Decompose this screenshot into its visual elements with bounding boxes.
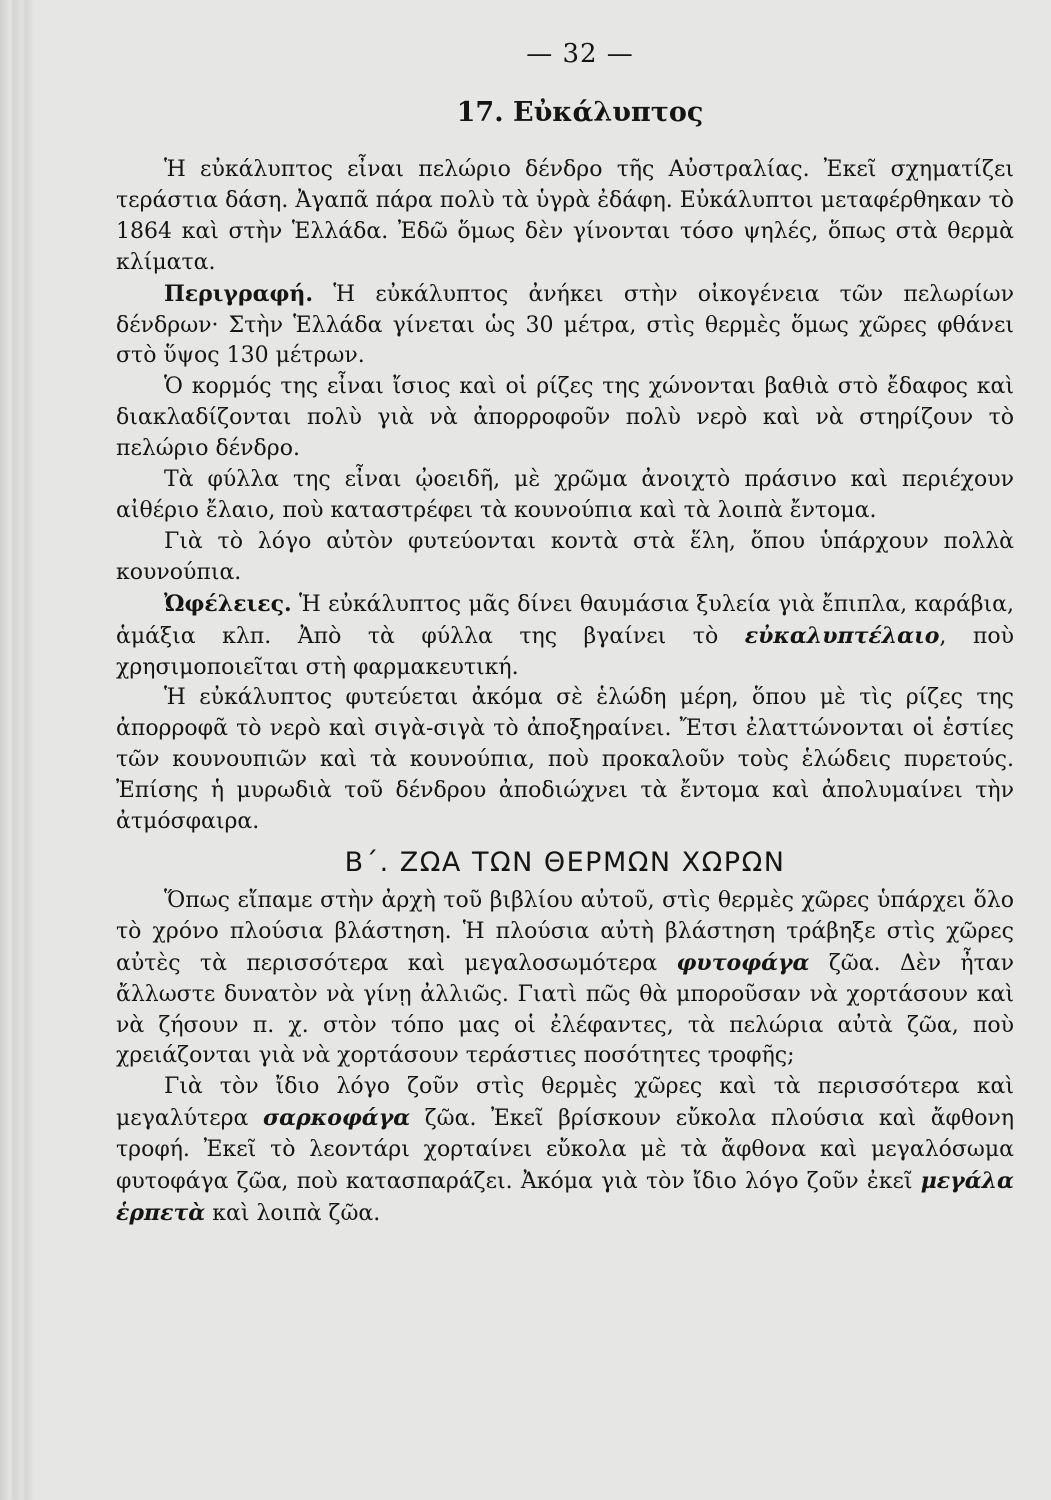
paragraph-herbivores xyxy=(116,886,1014,1072)
paragraph-planting xyxy=(116,527,1014,589)
paragraph-text: ζῶα. Ἐκεῖ βρίσκουν εὔκολα πλούσια καὶ ἄφθονη τροφή. Ἐκεῖ τὸ λεοντάρι χορταίνει εὔκολα μὲ τὰ ἄφθονα καὶ μεγαλόσωμα φυτοφάγα ζῶα, ποὺ κατασπαράζει. Ἀκόμα γιὰ τὸν ἴδιο λόγο ζοῦν ἐκεῖ xyxy=(116,1106,1014,1195)
page-content xyxy=(116,34,1014,1230)
section-heading: Β΄. ΖΩΑ ΤΩΝ ΘΕΡΜΩΝ ΧΩΡΩΝ xyxy=(344,846,786,878)
paragraph-carnivores xyxy=(116,1072,1014,1230)
paragraph-term: εὐκαλυπτέλαιο xyxy=(744,622,940,649)
paragraph-text: Ἡ εὐκάλυπτος ἀνήκει στὴν οἰκογένεια τῶν πελωρίων δένδρων· Στὴν Ἑλλάδα γίνεται ὡς 30 μέτρα, στὶς θερμὲς ὅμως χῶρες φθάνει στὸ ὕψος 130 μέτρων. xyxy=(116,281,1014,369)
paragraph-text: Γιὰ τὸ λόγο αὐτὸν φυτεύονται κοντὰ στὰ ἕλη, ὅπου ὑπάρχουν πολλὰ κουνούπια. xyxy=(116,528,1014,585)
paragraph-text: Γιὰ τὸν ἴδιο λόγο ζοῦν στὶς θερμὲς χῶρες καὶ τὰ περισσότερα καὶ μεγαλύτερα xyxy=(116,1074,1014,1132)
paragraph-text: Ὁ κορμός της εἶναι ἴσιος καὶ οἱ ρίζες της χώνονται βαθιὰ στὸ ἔδαφος καὶ διακλαδίζονται πολὺ γιὰ νὰ ἀπορροφοῦν πολὺ νερὸ καὶ νὰ στηρίζουν τὸ πελώριο δένδρο. xyxy=(116,374,1014,462)
stacked-page-edges xyxy=(0,0,40,1500)
paragraph-leaves xyxy=(116,465,1014,527)
paragraph-benefits xyxy=(116,589,1014,684)
chapter-body xyxy=(116,155,1014,1230)
paragraph-lead: Ὠφέλειες. xyxy=(164,590,292,617)
paragraph-text: Ἡ εὐκάλυπτος μᾶς δίνει θαυμάσια ξυλεία γιὰ ἔπιπλα, καράβια, ἁμάξια κλπ. Ἀπὸ τὰ φύλλα της βγαίνει τὸ xyxy=(116,591,1014,649)
paragraph-description xyxy=(116,279,1014,373)
paragraph-text: Ἡ εὐκάλυπτος φυτεύεται ἀκόμα σὲ ἑλώδη μέρη, ὅπου μὲ τὶς ρίζες της ἀπορροφᾶ τὸ νερὸ καὶ σιγὰ-σιγὰ τὸ ἀποξηραίνει. Ἔτσι ἐλαττώνονται οἱ ἑστίες τῶν κουνουπιῶν καὶ τὰ κουνούπια, ποὺ προκαλοῦν τοὺς ἑλώδεις πυρετούς. Ἐπίσης ἡ μυρωδιὰ τοῦ δένδρου ἀποδιώχνει τὰ ἔντομα καὶ ἀπολυμαίνει τὴν ἀτμόσφαιρα. xyxy=(116,685,1014,835)
paragraph-term: φυτοφάγα xyxy=(676,949,810,976)
chapter-title: 17. Εὐκάλυπτος xyxy=(456,97,704,128)
paragraph-text: καὶ λοιπὰ ζῶα. xyxy=(205,1201,381,1226)
paragraph-trunk xyxy=(116,372,1014,465)
paragraph-text-tail: , ποὺ χρησιμοποιεῖται στὴ φαρμακευτική. xyxy=(116,623,1014,680)
paragraph-marshes xyxy=(116,683,1014,838)
paragraph-intro xyxy=(116,155,1014,279)
paragraph-text: Ὅπως εἴπαμε στὴν ἀρχὴ τοῦ βιβλίου αὐτοῦ, στὶς θερμὲς χῶρες ὑπάρχει ὅλο τὸ χρόνο πλούσια βλάστηση. Ἡ πλούσια αὐτὴ βλάστηση τράβηξε στὶς χῶρες αὐτὲς τὰ περισσότερα καὶ μεγαλοσωμότερα xyxy=(116,887,1014,976)
paragraph-term: σαρκοφάγα xyxy=(262,1105,411,1132)
page-number: — 32 — xyxy=(526,39,634,69)
paragraph-term: μεγάλα ἑρπετὰ xyxy=(116,1168,1014,1226)
paragraph-lead: Περιγραφή. xyxy=(164,280,314,307)
paragraph-text: ζῶα. Δὲν ἦταν ἄλλωστε δυνατὸν νὰ γίνῃ ἀλλιῶς. Γιατὶ πῶς θὰ μποροῦσαν νὰ χορτάσουν καὶ νὰ ζήσουν π. χ. στὸν τόπο μας οἱ ἐλέφαντες, τὰ πελώρια αὐτὰ ζῶα, ποὺ χρειάζονται γιὰ νὰ χορτάσουν τεράστιες ποσότητες τροφῆς; xyxy=(116,950,1014,1069)
paragraph-text: Τὰ φύλλα της εἶναι ᾠοειδῆ, μὲ χρῶμα ἀνοιχτὸ πράσινο καὶ περιέχουν αἰθέριο ἔλαιο, ποὺ καταστρέφει τὰ κουνούπια καὶ τὰ λοιπὰ ἔντομα. xyxy=(116,467,1014,523)
paragraph-text: Ἡ εὐκάλυπτος εἶναι πελώριο δένδρο τῆς Αὐστραλίας. Ἐκεῖ σχηματίζει τεράστια δάση. Ἀγαπᾶ πάρα πολὺ τὰ ὑγρὰ ἐδάφη. Εὐκάλυπτοι μεταφέρθηκαν τὸ 1864 καὶ στὴν Ἑλλάδα. Ἐδῶ ὅμως δὲν γίνονται τόσο ψηλές, ὅπως στὰ θερμὰ κλίματα. xyxy=(116,157,1014,275)
